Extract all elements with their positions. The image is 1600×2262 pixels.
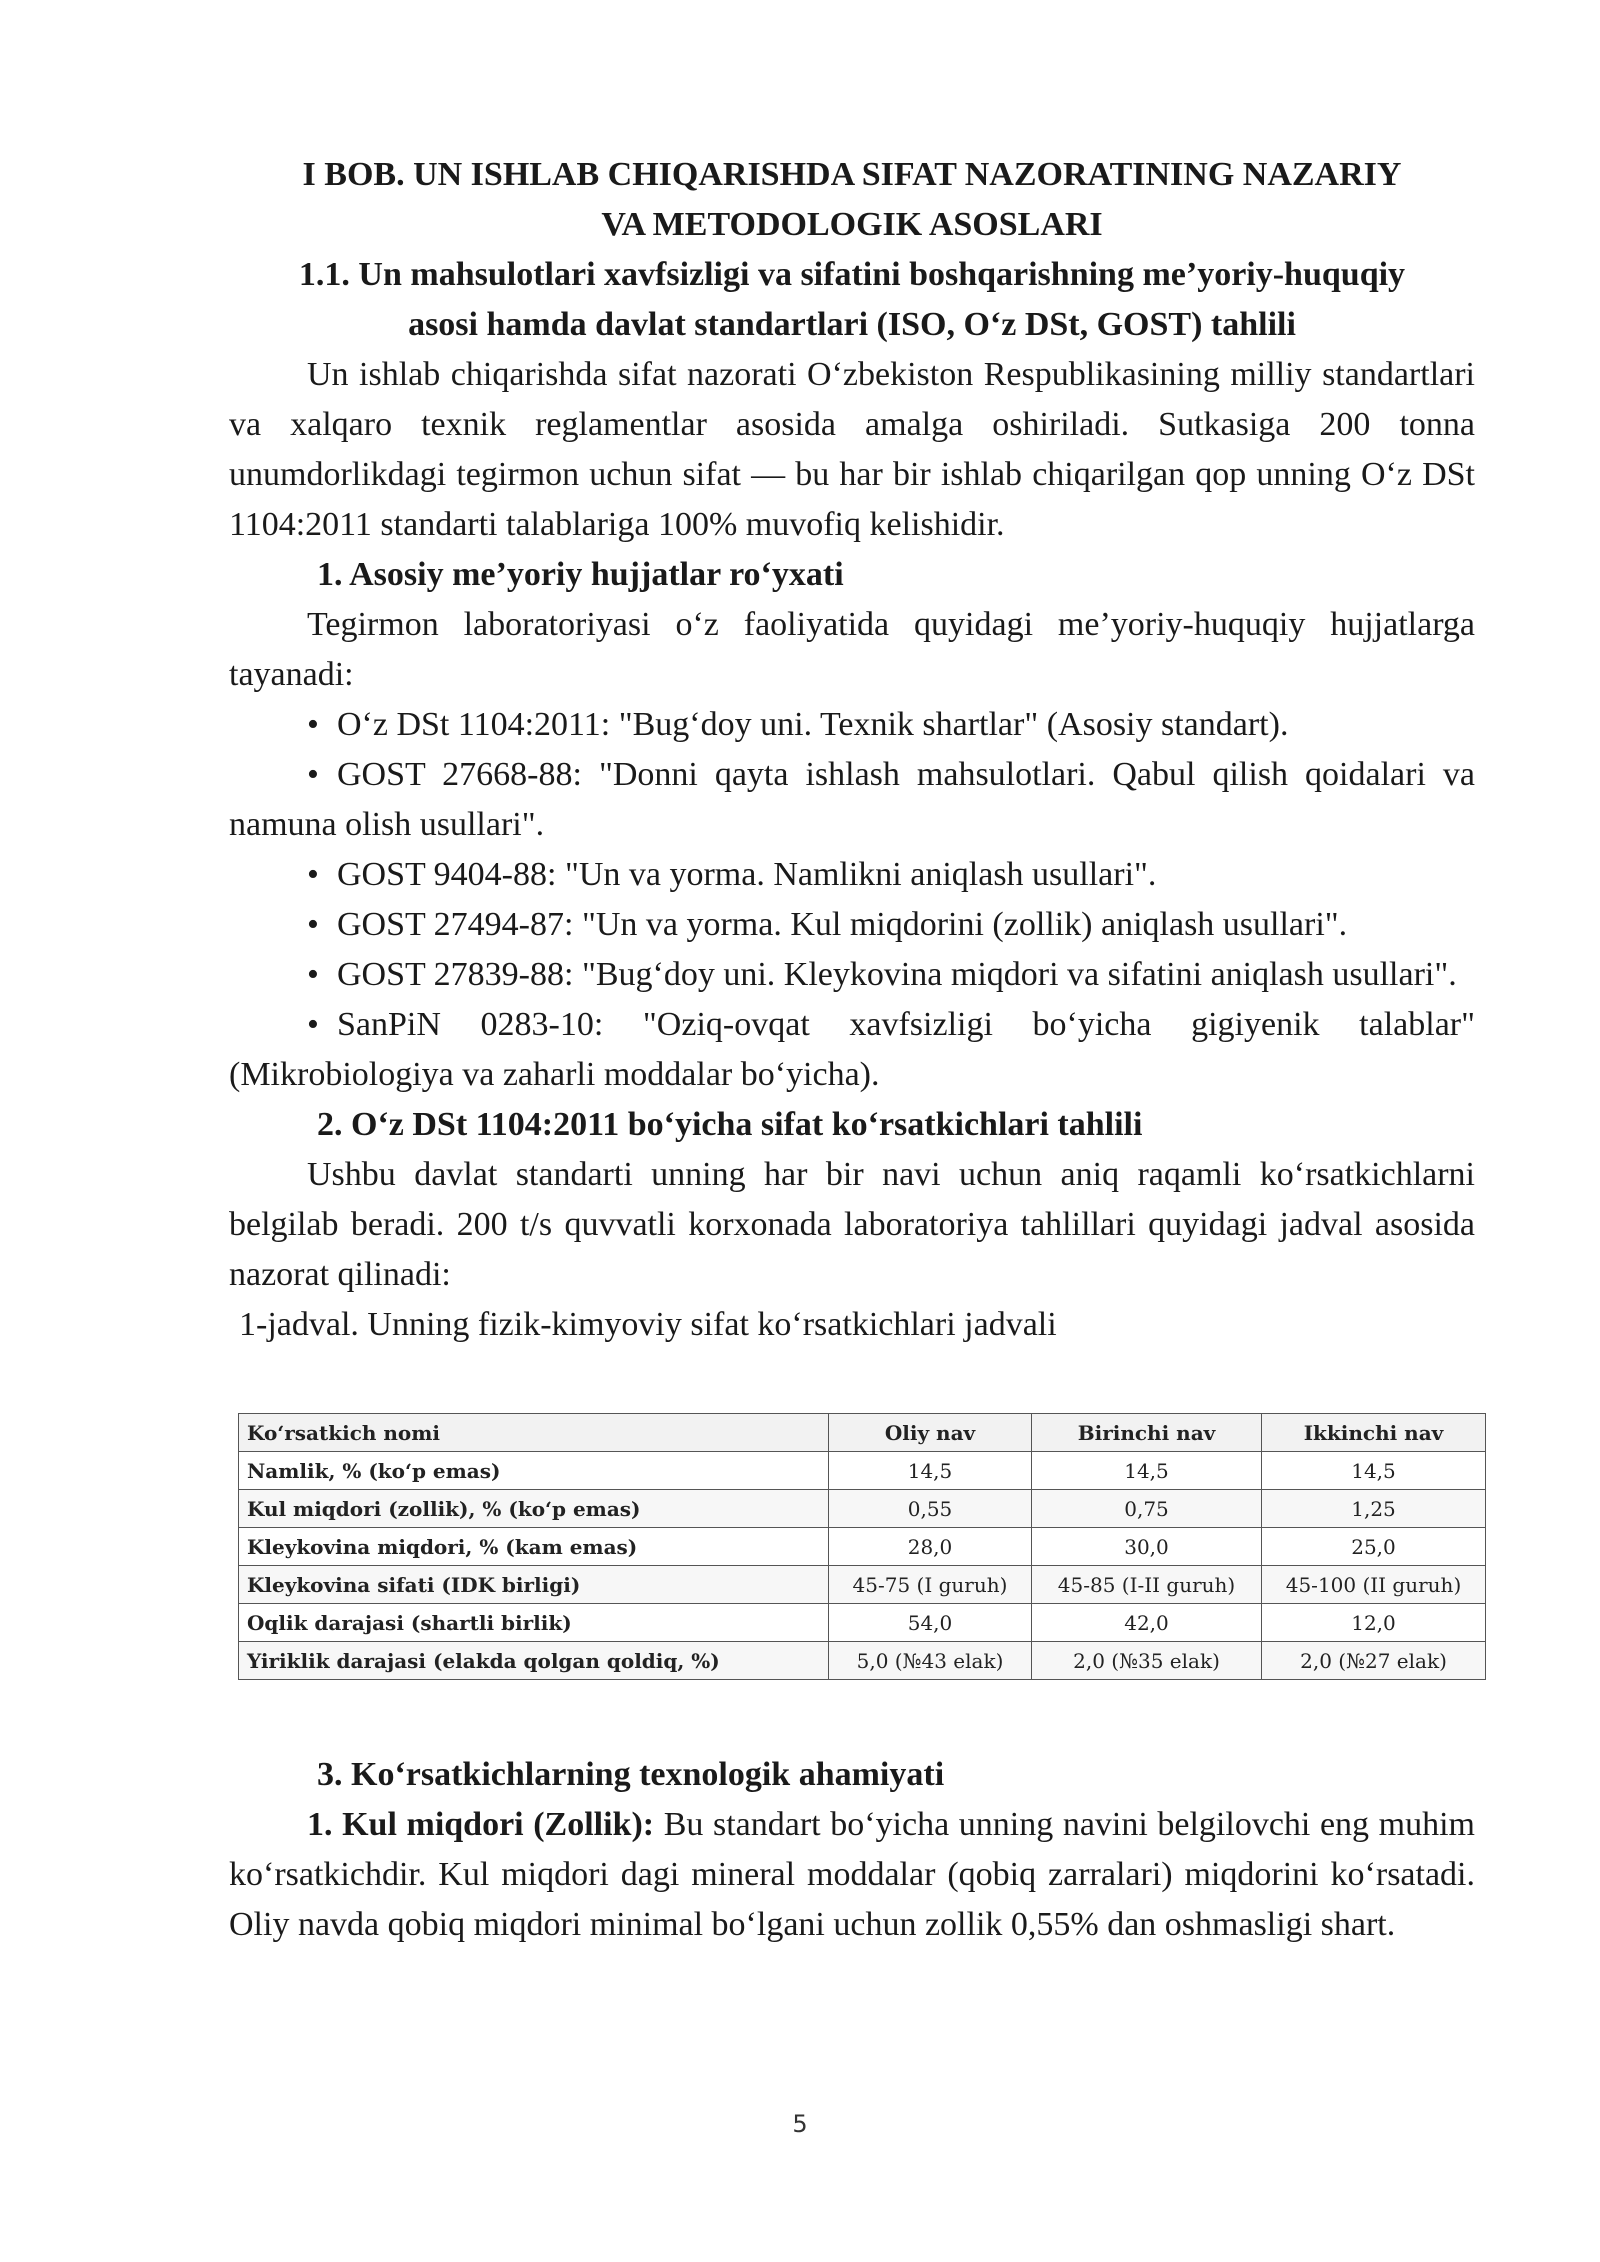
table-cell-label: Kleykovina miqdori, % (kam emas) — [239, 1528, 829, 1566]
bullet-icon: • — [307, 756, 319, 793]
subsection1-paragraph: Tegirmon laboratoriyasi o‘z faoliyatida quyidagi me’yoriy-huquqiy hujjatlarga tayanadi: — [229, 606, 1475, 693]
bullet-icon: • — [307, 1006, 319, 1043]
table-cell: 45-85 (I-II guruh) — [1032, 1566, 1262, 1604]
standard-list-item-text: GOST 27839-88: "Bug‘doy uni. Kleykovina miqdori va sifatini aniqlash usullari". — [337, 956, 1457, 993]
standard-list-item-text: O‘z DSt 1104:2011: "Bug‘doy uni. Texnik shartlar" (Asosiy standart). — [337, 706, 1289, 743]
table-cell: 28,0 — [829, 1528, 1032, 1566]
standard-list-item — [229, 700, 1475, 750]
ash-content-text: Bu standart bo‘yicha unning navini belgilovchi eng muhim ko‘rsatkichdir. Kul miqdori dagi mineral moddalar (qobiq zarralari) miqdorini ko‘rsatadi. Oliy navda qobiq miqdori minimal bo‘lgani uchun zollik 0,55% dan oshmasligi shart. — [229, 1806, 1475, 1943]
body-text-upper — [229, 350, 1475, 1350]
table-row — [239, 1566, 1486, 1604]
standard-list-item — [229, 900, 1475, 950]
chapter-title — [229, 150, 1475, 250]
section-title — [229, 250, 1475, 350]
table-cell-label: Oqlik darajasi (shartli birlik) — [239, 1604, 829, 1642]
table-cell: 14,5 — [829, 1452, 1032, 1490]
standard-list-item — [229, 950, 1475, 1000]
subsection2-paragraph: Ushbu davlat standarti unning har bir navi uchun aniq raqamli ko‘rsatkichlarni belgilab beradi. 200 t/s quvvatli korxonada laboratoriya tahlillari quyidagi jadval asosida nazorat qilinadi: — [229, 1156, 1475, 1293]
table-cell: 0,55 — [829, 1490, 1032, 1528]
standard-list-item-text: GOST 9404-88: "Un va yorma. Namlikni aniqlash usullari". — [337, 856, 1157, 893]
subsection3-heading: 3. Ko‘rsatkichlarning texnologik ahamiyati — [317, 1756, 945, 1793]
table-caption: 1-jadval. Unning fizik-kimyoviy sifat ko‘rsatkichlari jadvali — [239, 1306, 1057, 1343]
table-header-cell: Oliy nav — [829, 1414, 1032, 1452]
standard-list-item — [229, 850, 1475, 900]
subsection1-heading: 1. Asosiy me’yoriy hujjatlar ro‘yxati — [317, 556, 844, 593]
table-cell: 5,0 (№43 elak) — [829, 1642, 1032, 1680]
table-cell: 14,5 — [1032, 1452, 1262, 1490]
table-cell-label: Kleykovina sifati (IDK birligi) — [239, 1566, 829, 1604]
table-cell: 14,5 — [1262, 1452, 1486, 1490]
table-cell: 30,0 — [1032, 1528, 1262, 1566]
table-header-cell: Ikkinchi nav — [1262, 1414, 1486, 1452]
table-row — [239, 1452, 1486, 1490]
table-cell: 42,0 — [1032, 1604, 1262, 1642]
standard-list-item-text: SanPiN 0283-10: "Oziq-ovqat xavfsizligi bo‘yicha gigiyenik talablar" (Mikrobiologiya va zaharli moddalar bo‘yicha). — [229, 1006, 1475, 1093]
body-text-lower — [229, 1750, 1475, 1950]
table-cell: 54,0 — [829, 1604, 1032, 1642]
table-cell: 45-75 (I guruh) — [829, 1566, 1032, 1604]
ash-content-label: 1. Kul miqdori (Zollik): — [307, 1806, 655, 1843]
page-number: 5 — [792, 2110, 808, 2138]
bullet-icon: • — [307, 706, 319, 743]
table-cell: 25,0 — [1262, 1528, 1486, 1566]
table-cell: 12,0 — [1262, 1604, 1486, 1642]
standard-list-item — [229, 750, 1475, 850]
table-cell-label: Kul miqdori (zollik), % (ko‘p emas) — [239, 1490, 829, 1528]
bullet-icon: • — [307, 956, 319, 993]
table-cell: 2,0 (№27 elak) — [1262, 1642, 1486, 1680]
subsection2-heading: 2. O‘z DSt 1104:2011 bo‘yicha sifat ko‘rsatkichlari tahlili — [317, 1106, 1143, 1143]
table-cell: 45-100 (II guruh) — [1262, 1566, 1486, 1604]
standard-list-item — [229, 1000, 1475, 1100]
chapter-title-line1: I BOB. UN ISHLAB CHIQARISHDA SIFAT NAZORATINING NAZARIY — [302, 156, 1402, 193]
table-header-row — [239, 1414, 1486, 1452]
table-cell: 0,75 — [1032, 1490, 1262, 1528]
table-row — [239, 1642, 1486, 1680]
standard-list-item-text: GOST 27668-88: "Donni qayta ishlash mahsulotlari. Qabul qilish qoidalari va namuna olish usullari". — [229, 756, 1475, 843]
table-cell: 2,0 (№35 elak) — [1032, 1642, 1262, 1680]
table-row — [239, 1490, 1486, 1528]
ash-content-paragraph — [229, 1800, 1475, 1950]
chapter-title-line2: VA METODOLOGIK ASOSLARI — [601, 206, 1103, 243]
table-row — [239, 1528, 1486, 1566]
table-row — [239, 1604, 1486, 1642]
table-header-cell: Ko‘rsatkich nomi — [239, 1414, 829, 1452]
standard-list-item-text: GOST 27494-87: "Un va yorma. Kul miqdorini (zollik) aniqlash usullari". — [337, 906, 1348, 943]
intro-paragraph: Un ishlab chiqarishda sifat nazorati O‘zbekiston Respublikasining milliy standartlari va xalqaro texnik reglamentlar asosida amalga oshiriladi. Sutkasiga 200 tonna unumdorlikdagi tegirmon uchun sifat — bu har bir ishlab chiqarilgan qop unning O‘z DSt 1104:2011 standarti talablariga 100% muvofiq kelishidir. — [229, 356, 1475, 543]
quality-indicators-table — [238, 1413, 1486, 1680]
section-title-line2: asosi hamda davlat standartlari (ISO, O‘z DSt, GOST) tahlili — [408, 306, 1296, 343]
bullet-icon: • — [307, 906, 319, 943]
table-cell-label: Yiriklik darajasi (elakda qolgan qoldiq, %) — [239, 1642, 829, 1680]
table-header-cell: Birinchi nav — [1032, 1414, 1262, 1452]
section-title-line1: 1.1. Un mahsulotlari xavfsizligi va sifatini boshqarishning me’yoriy-huquqiy — [298, 256, 1406, 293]
table-cell-label: Namlik, % (ko‘p emas) — [239, 1452, 829, 1490]
table-cell: 1,25 — [1262, 1490, 1486, 1528]
bullet-icon: • — [307, 856, 319, 893]
